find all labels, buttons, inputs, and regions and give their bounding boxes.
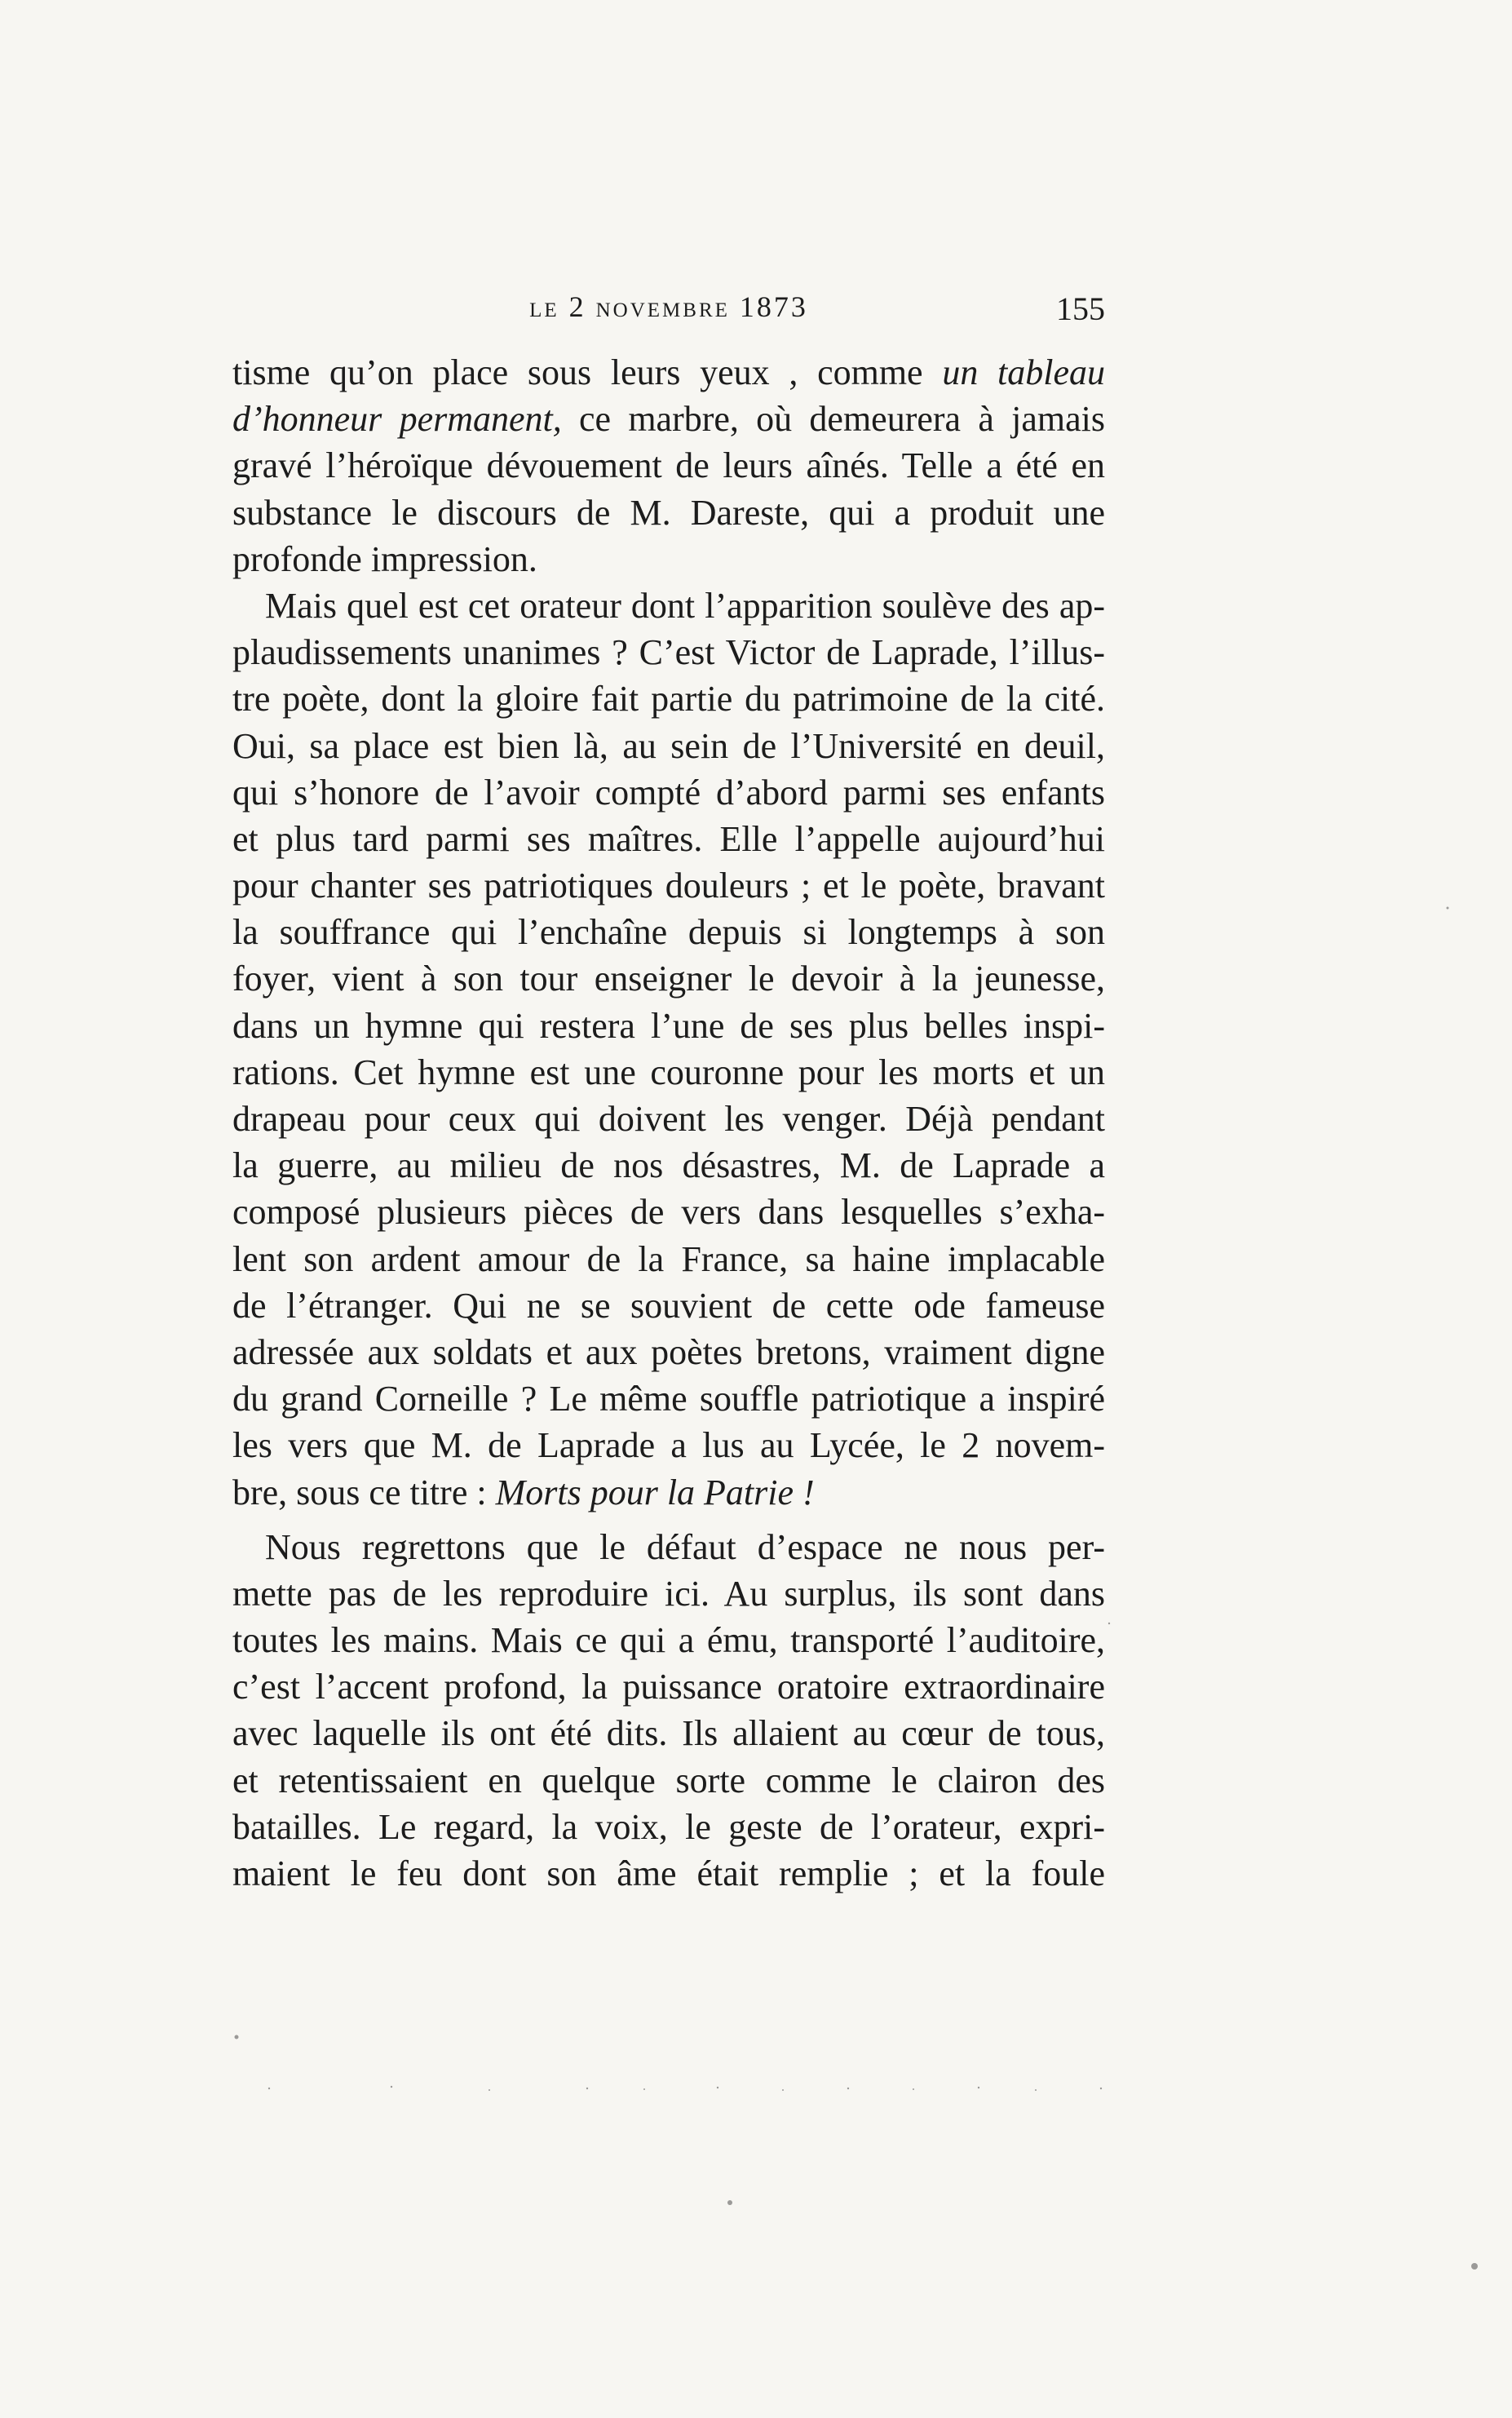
text-line: la guerre, au milieu de nos désastres, M. de Laprade a [232, 1145, 1105, 1186]
text-line: la souffrance qui l’enchaîne depuis si longtemps à son [232, 912, 1105, 953]
text-line: rations. Cet hymne est une couronne pour les morts et un [232, 1052, 1105, 1092]
text-line: de l’étranger. Qui ne se souvient de cette ode fameuse [232, 1285, 1105, 1326]
text-line: mette pas de les reproduire ici. Au surplus, ils sont dans [232, 1573, 1105, 1614]
paragraph-start-line: Mais quel est cet orateur dont l’apparition soulève des ap- [265, 585, 1105, 626]
text-line: substance le discours de M. Dareste, qui a produit une [232, 492, 1105, 533]
text-line: qui s’honore de l’avoir compté d’abord parmi ses enfants [232, 772, 1105, 813]
text-line: avec laquelle ils ont été dits. Ils allaient au cœur de tous, [232, 1713, 1105, 1754]
text-line: tre poète, dont la gloire fait partie du patrimoine de la cité. [232, 679, 1105, 720]
paragraph-start-line: Nous regrettons que le défaut d’espace ne nous per- [265, 1526, 1105, 1567]
text-line: adressée aux soldats et aux poètes bretons, vraiment digne [232, 1331, 1105, 1372]
running-head [232, 290, 1105, 339]
text-line: et plus tard parmi ses maîtres. Elle l’appelle aujourd’hui [232, 818, 1105, 859]
text-line: drapeau pour ceux qui doivent les venger. Déjà pendant [232, 1099, 1105, 1139]
text-line: tisme qu’on place sous leurs yeux , comme un tableau [232, 352, 1106, 392]
running-title: le 2 novembre 1873 [529, 290, 808, 323]
text-line: foyer, vient à son tour enseigner le devoir à la jeunesse, [232, 959, 1105, 999]
body-text [232, 349, 1105, 1897]
text-line: batailles. Le regard, la voix, le geste de l’orateur, expri- [232, 1806, 1105, 1847]
text-line: profonde impression. [232, 538, 537, 579]
text-line: et retentissaient en quelque sorte comme le clairon des [232, 1760, 1105, 1800]
text-line: c’est l’accent profond, la puissance oratoire extraordinaire [232, 1667, 1105, 1707]
text-line: les vers que M. de Laprade a lus au Lycée, le 2 novem- [232, 1425, 1105, 1466]
text-line: dans un hymne qui restera l’une de ses plus belles inspi- [232, 1005, 1105, 1046]
text-line: bre, sous ce titre : Morts pour la Patrie ! [232, 1472, 815, 1512]
text-line: gravé l’héroïque dévouement de leurs aînés. Telle a été en [232, 445, 1105, 486]
text-line: maient le feu dont son âme était remplie ; et la foule [232, 1853, 1105, 1893]
text-line: Oui, sa place est bien là, au sein de l’Université en deuil, [232, 725, 1105, 766]
page-number: 155 [1056, 290, 1105, 327]
text-line: pour chanter ses patriotiques douleurs ; et le poète, bravant [232, 866, 1105, 906]
text-line: composé plusieurs pièces de vers dans lesquelles s’exha- [232, 1192, 1105, 1233]
text-line: d’honneur permanent, ce marbre, où demeurera à jamais [232, 399, 1105, 440]
text-line: du grand Corneille ? Le même souffle patriotique a inspiré [232, 1379, 1105, 1419]
text-line: plaudissements unanimes ? C’est Victor de Laprade, l’illus- [232, 632, 1105, 673]
text-line: toutes les mains. Mais ce qui a ému, transporté l’auditoire, [232, 1620, 1105, 1661]
text-line: lent son ardent amour de la France, sa haine implacable [232, 1238, 1105, 1279]
